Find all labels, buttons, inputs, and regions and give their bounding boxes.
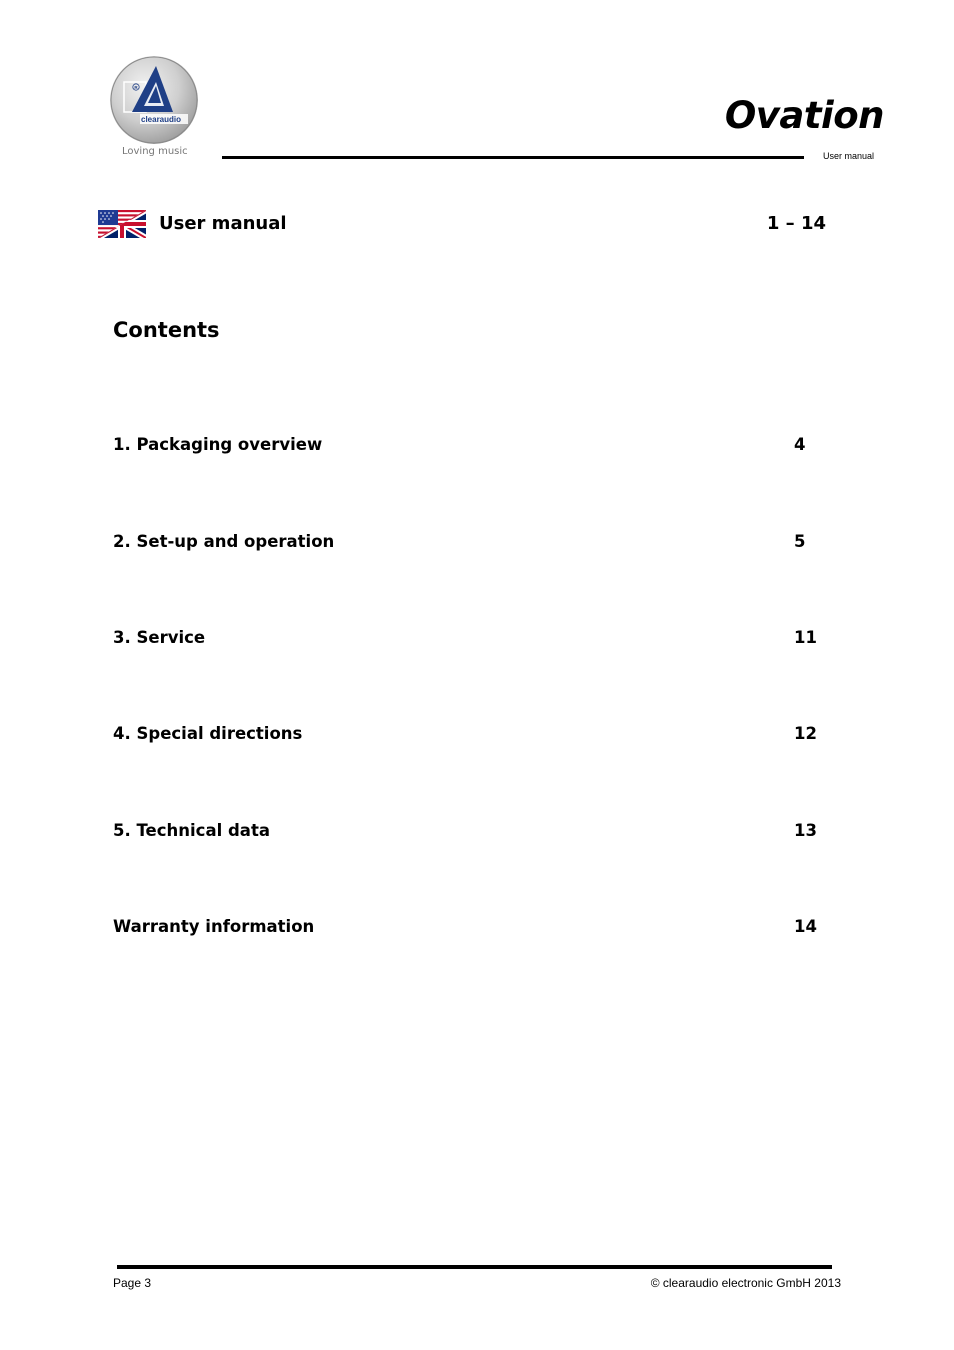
logo-triangle-icon — [110, 56, 198, 144]
toc-entry[interactable] — [113, 724, 833, 748]
toc-entry-title: 1. Packaging overview — [113, 435, 323, 454]
header-subtitle: User manual — [823, 151, 875, 161]
toc-entry[interactable] — [113, 532, 833, 556]
toc-entry-title: Warranty information — [113, 917, 315, 936]
toc-entry-title: 5. Technical data — [113, 821, 270, 840]
footer-copyright: © clearaudio electronic GmbH 2013 — [650, 1276, 841, 1290]
footer-divider — [117, 1265, 832, 1269]
toc-entry[interactable] — [113, 435, 833, 459]
toc-entry-page: 11 — [794, 628, 817, 647]
clearaudio-logo — [108, 56, 202, 166]
toc-entry-title: 4. Special directions — [113, 724, 303, 743]
header-divider — [222, 156, 804, 159]
toc-entry-page: 12 — [794, 724, 817, 743]
svg-text:R: R — [134, 85, 138, 90]
toc-entry[interactable] — [113, 628, 833, 652]
toc-entry[interactable] — [113, 917, 833, 941]
toc-entry-page: 14 — [794, 917, 817, 936]
toc-entry-title: 3. Service — [113, 628, 206, 647]
toc-entry-page: 5 — [794, 532, 806, 551]
logo-badge — [110, 56, 198, 144]
language-section-label: User manual — [159, 213, 287, 234]
document-title: Ovation — [724, 94, 884, 137]
toc-entry-page: 13 — [794, 821, 817, 840]
toc-entry[interactable] — [113, 821, 833, 845]
us-uk-flag-icon — [98, 210, 146, 238]
language-section-pages: 1 – 14 — [766, 213, 826, 234]
contents-heading: Contents — [113, 318, 220, 342]
toc-entry-page: 4 — [794, 435, 806, 454]
toc-entry-title: 2. Set-up and operation — [113, 532, 335, 551]
footer-page-number: Page 3 — [113, 1276, 152, 1290]
logo-wordmark: clearaudio — [141, 115, 182, 124]
logo-tagline: Loving music — [122, 146, 188, 157]
